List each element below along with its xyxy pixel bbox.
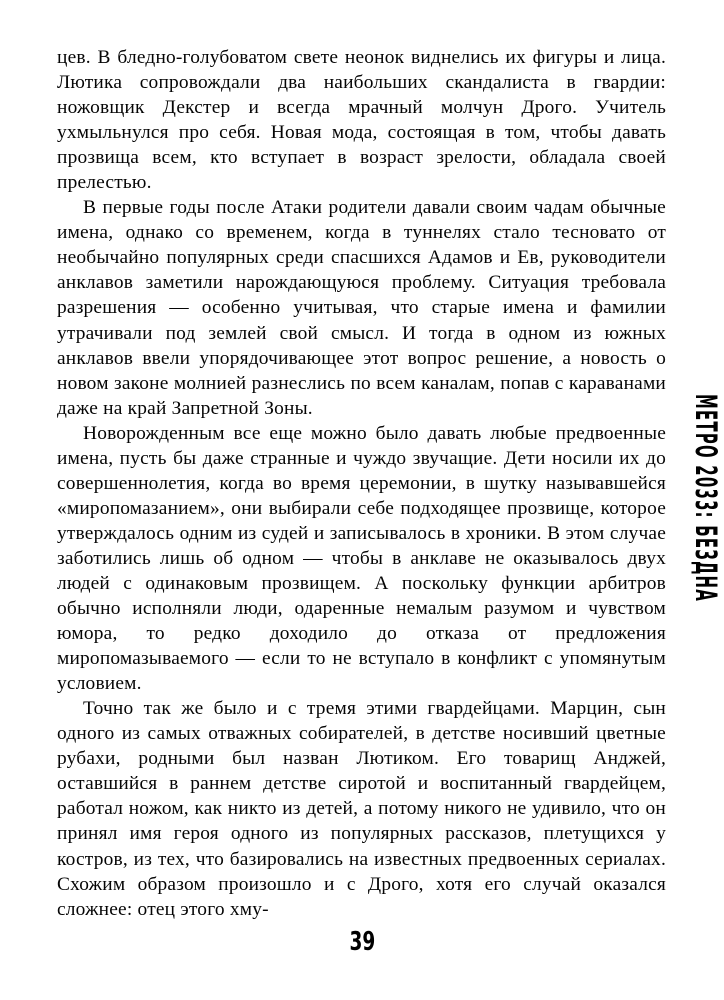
page-number-value: 39 — [349, 926, 375, 957]
page-number — [0, 926, 724, 957]
running-head — [686, 348, 724, 648]
running-head-title: МЕТРО 2033: БЕЗДНА — [688, 393, 724, 603]
body-text-column — [57, 45, 666, 922]
paragraph: Новорожденным все еще можно было давать любые предвоенные имена, пусть бы даже странные и чуждо звучащие. Дети носили их до совершеннолетия, когда во время церемонии, в шутку называвшейся «миропомазанием», они выбирали себе подходящее прозвище, которое утверждалось одним из судей и записывалось в хроники. В этом случае заботились лишь об одном — чтобы в анклаве не оказывалось двух людей с одинаковым прозвищем. А поскольку функции арбитров обычно исполняли люди, одаренные немалым разумом и чувством юмора, то редко доходило до отказа от предложения миропомазываемого — если то не вступало в конфликт с упомянутым условием. — [57, 422, 666, 695]
paragraph: Точно так же было и с тремя этими гвардейцами. Марцин, сын одного из самых отважных собирателей, в детстве носивший цветные рубахи, родными был назван Лютиком. Его товарищ Анджей, оставшийся в раннем детстве сиротой и воспитанный гвардейцем, работал ножом, как никто из детей, а потому никого не удивило, что он принял имя героя одного из популярных рассказов, плетущихся у костров, из тех, что базировались на известных предвоенных сериалах. Схожим образом произошло и с Дрого, хотя его случай оказался сложнее: отец этого хму- — [57, 698, 666, 920]
paragraph: цев. В бледно-голубоватом свете неонок виднелись их фигуры и лица. Лютика сопровождали два наибольших скандалиста в гвардии: ножовщик Декстер и всегда мрачный молчун Дрого. Учитель ухмыльнулся про себя. Новая мода, состоящая в том, чтобы давать прозвища всем, кто вступает в возраст зрелости, обладала своей прелестью. — [57, 47, 666, 194]
paragraph: В первые годы после Атаки родители давали своим чадам обычные имена, однако со временем, когда в туннелях стало тесновато от необычайно популярных среди спасшихся Адамов и Ев, руководители анклавов заметили нарождающуюся проблему. Ситуация требовала разрешения — особенно учитывая, что старые имена и фамилии утрачивали под землей свой смысл. И тогда в одном из южных анклавов ввели упорядочивающее этот вопрос решение, а новость о новом законе молнией разнеслись по всем каналам, попав с караванами даже на край Запретной Зоны. — [57, 197, 666, 419]
